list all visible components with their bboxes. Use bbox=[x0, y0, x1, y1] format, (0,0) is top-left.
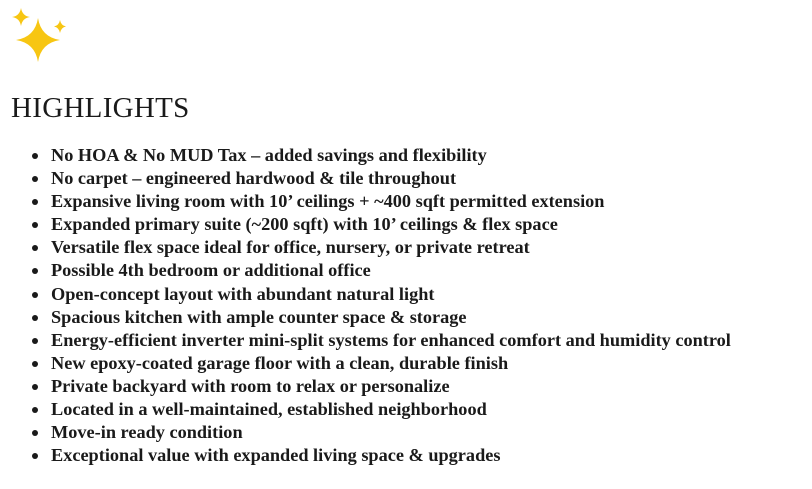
bullet-icon bbox=[32, 222, 38, 228]
list-item bbox=[0, 421, 731, 444]
bullet-icon bbox=[32, 361, 38, 367]
list-item bbox=[0, 213, 731, 236]
list-item bbox=[0, 190, 731, 213]
list-item-text: Open-concept layout with abundant natural light bbox=[51, 283, 435, 304]
bullet-icon bbox=[32, 292, 38, 298]
bullet-icon bbox=[32, 199, 38, 205]
list-item-text: Exceptional value with expanded living space & upgrades bbox=[51, 445, 501, 466]
list-item-text: Expanded primary suite (~200 sqft) with 10’ ceilings & flex space bbox=[51, 214, 558, 235]
list-item-text: Spacious kitchen with ample counter space & storage bbox=[51, 306, 467, 327]
list-item bbox=[0, 144, 731, 167]
highlights-list bbox=[0, 144, 731, 467]
list-item bbox=[0, 444, 731, 467]
bullet-icon bbox=[32, 153, 38, 159]
list-item bbox=[0, 375, 731, 398]
list-item bbox=[0, 283, 731, 306]
list-item-text: Possible 4th bedroom or additional office bbox=[51, 260, 371, 281]
list-item-text: No HOA & No MUD Tax – added savings and flexibility bbox=[51, 145, 487, 165]
bullet-icon bbox=[32, 407, 38, 413]
page-title: HIGHLIGHTS bbox=[11, 92, 190, 124]
bullet-icon bbox=[32, 338, 38, 344]
list-item bbox=[0, 329, 731, 352]
list-item-text: Versatile flex space ideal for office, nursery, or private retreat bbox=[51, 237, 530, 258]
list-item-text: No carpet – engineered hardwood & tile throughout bbox=[51, 168, 457, 189]
list-item-text: Energy-efficient inverter mini-split systems for enhanced comfort and humidity control bbox=[51, 329, 731, 350]
bullet-icon bbox=[32, 453, 38, 459]
bullet-icon bbox=[32, 176, 38, 182]
list-item-text: Move-in ready condition bbox=[51, 422, 243, 443]
list-item bbox=[0, 236, 731, 259]
list-item bbox=[0, 167, 731, 190]
list-item-text: Expansive living room with 10’ ceilings + ~400 sqft permitted extension bbox=[51, 191, 605, 212]
list-item bbox=[0, 398, 731, 421]
list-item-text: Located in a well-maintained, established neighborhood bbox=[51, 399, 487, 420]
bullet-icon bbox=[32, 384, 38, 390]
list-item bbox=[0, 352, 731, 375]
bullet-icon bbox=[32, 245, 38, 251]
bullet-icon bbox=[32, 430, 38, 436]
sparkles-icon bbox=[10, 6, 70, 62]
list-item-text: New epoxy-coated garage floor with a clean, durable finish bbox=[51, 352, 509, 373]
bullet-icon bbox=[32, 315, 38, 321]
bullet-icon bbox=[32, 268, 38, 274]
list-item bbox=[0, 259, 731, 282]
list-item-text: Private backyard with room to relax or personalize bbox=[51, 375, 450, 396]
list-item bbox=[0, 306, 731, 329]
